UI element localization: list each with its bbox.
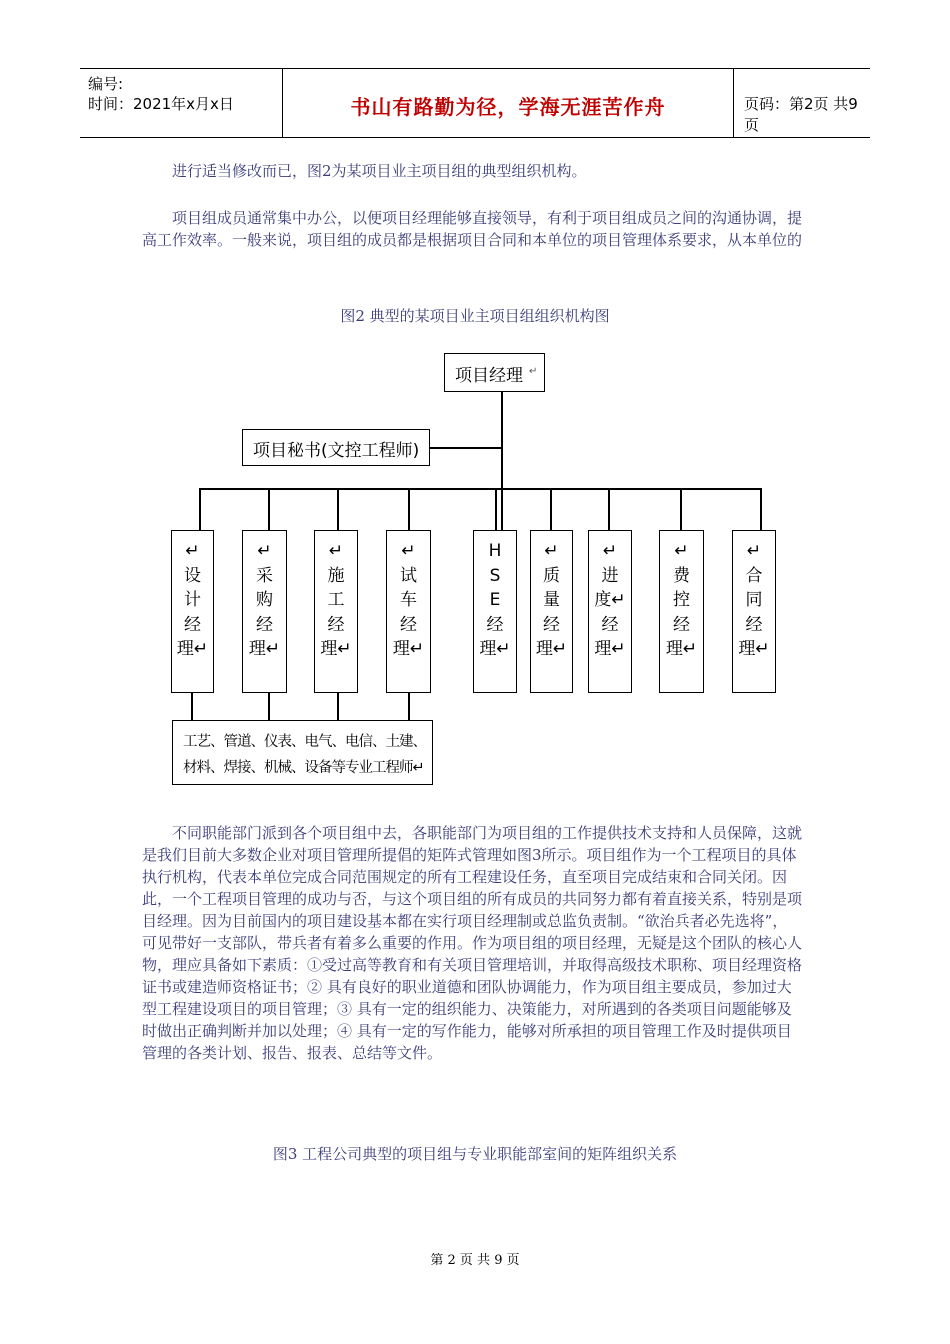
paragraph-1: 进行适当修改而已，图2为某项目业主项目组的典型组织机构。 — [172, 162, 587, 180]
org-node-char: 经 — [184, 614, 201, 635]
org-node-char: 试 — [400, 565, 417, 586]
org-node-specialist-engineers — [172, 720, 433, 785]
connector-line — [408, 488, 410, 531]
org-node-char: ↵ — [328, 541, 344, 561]
doc-number-label: 编号: — [88, 75, 124, 93]
connector-line — [408, 693, 410, 721]
figure-3-caption: 图3 工程公司典型的项目组与专业职能部室间的矩阵组织关系 — [272, 1145, 678, 1163]
org-node-char: 理↵ — [738, 639, 770, 659]
paragraph-3: 不同职能部门派到各个项目组中去，各职能部门为项目组的工作提供技术支持和人员保障，这就是我们目前大多数企业对项目管理所提倡的矩阵式管理如图3所示。项目组作为一个工程项目的具体执行机构，代表本单位完成合同范围规定的所有工程建设任务，直至项目完成结束和合同关闭。因此，一个工程项目管理的成功与否，与这个项目组的所有成员的共同努力都有着直接关系，特别是项目经理。因为目前国内的项目建设基本都在实行项目经理制或总监负责制。“欲治兵者必先选将”，可见带好一支部队，带兵者有着多么重要的作用。作为项目组的项目经理，无疑是这个团队的核心人物，理应具备如下素质：①受过高等教育和有关项目管理培训，并取得高级技术职称、项目经理资格证书或建造师资格证书；② 具有良好的职业道德和团队协调能力，作为项目组主要成员，参加过大型工程建设项目的项目管理；③ 具有一定的组织能力、决策能力，对所遇到的各类项目问题能够及时做出正确判断并加以处理；④ 具有一定的写作能力，能够对所承担的项目管理工作及时提供项目管理的各类计划、报告、报表、总结等文件。 — [142, 824, 803, 1062]
org-node-char: 进 — [601, 565, 619, 586]
org-node-schedule-manager — [588, 530, 632, 693]
org-node-char: 质 — [543, 565, 560, 586]
org-node-char: 经 — [745, 614, 763, 635]
connector-line — [337, 488, 339, 531]
org-node-char: H — [488, 541, 502, 561]
org-node-char: 经 — [543, 614, 560, 635]
header-left-cell — [80, 69, 283, 137]
page-header — [80, 68, 870, 138]
org-node-char: 购 — [256, 590, 273, 610]
engineers-line-2: 材料、焊接、机械、设备等专业工程师↵ — [183, 760, 424, 776]
org-node-procurement-manager — [242, 530, 287, 693]
org-node-char: 设 — [184, 565, 201, 586]
connector-line — [495, 488, 497, 531]
connector-line — [268, 693, 270, 721]
header-motto: 书山有路勤为径，学海无涯苦作舟 — [350, 95, 666, 119]
connector-line — [337, 693, 339, 721]
org-node-contract-manager — [732, 530, 776, 693]
org-node-char: ↵ — [257, 541, 272, 561]
org-node-char: ↵ — [544, 541, 559, 561]
connector-line — [550, 488, 552, 531]
connector-line — [760, 488, 762, 531]
connector-line — [430, 447, 502, 449]
header-page-label: 页码：第2页 共9页 — [744, 95, 858, 134]
org-node-char: S — [489, 565, 501, 586]
connector-line — [199, 488, 201, 531]
org-node-char: 经 — [400, 614, 417, 635]
org-node-project-manager — [444, 353, 545, 392]
org-node-char: E — [489, 590, 501, 610]
org-node-char: ↵ — [674, 541, 689, 561]
paragraph-2: 项目组成员通常集中办公，以便项目经理能够直接领导，有利于项目组成员之间的沟通协调，提高工作效率。一般来说，项目组的成员都是根据项目合同和本单位的项目管理体系要求，从本单位的 — [142, 209, 803, 249]
doc-time-label: 时间：2021年x月x日 — [88, 95, 234, 113]
return-mark: ↵ — [529, 366, 538, 377]
connector-line — [268, 488, 270, 531]
connector-line — [680, 488, 682, 531]
connector-line — [199, 488, 762, 490]
org-node-design-manager — [171, 530, 214, 693]
org-node-char: ↵ — [185, 541, 200, 561]
org-node-char: 理↵ — [479, 639, 511, 659]
org-node-char: 经 — [673, 614, 690, 635]
org-node-construction-manager — [314, 530, 358, 693]
org-node-char: 理↵ — [176, 639, 209, 659]
connector-line — [501, 392, 503, 530]
header-right-cell — [734, 69, 870, 137]
org-node-char: 理↵ — [248, 639, 281, 659]
org-node-label: 项目经理 — [455, 366, 523, 386]
org-node-quality-manager — [530, 530, 573, 693]
org-node-secretary — [242, 429, 430, 466]
org-node-char: 度↵ — [594, 590, 626, 610]
org-node-char: 量 — [543, 590, 560, 610]
org-node-char: 费 — [673, 565, 690, 586]
engineers-line-1: 工艺、管道、仪表、电气、电信、土建、 — [183, 734, 426, 750]
connector-line — [191, 693, 193, 721]
org-node-cost-control-manager — [659, 530, 704, 693]
org-node-char: 施 — [327, 565, 345, 586]
org-node-char: 车 — [400, 590, 417, 610]
org-node-char: 理↵ — [594, 639, 626, 659]
page-footer: 第 2 页 共 9 页 — [430, 1253, 520, 1268]
org-node-char: 经 — [327, 614, 345, 635]
org-node-hse-manager — [473, 530, 517, 693]
org-node-label: 项目秘书(文控工程师) — [253, 441, 420, 461]
org-node-char: 控 — [673, 590, 690, 610]
org-node-char: 合 — [745, 565, 763, 586]
figure-2-caption: 图2 典型的某项目业主项目组组织机构图 — [340, 307, 610, 325]
org-node-char: 理↵ — [320, 639, 352, 659]
org-node-char: 经 — [256, 614, 273, 635]
org-node-char: 理↵ — [392, 639, 425, 659]
org-node-char: 同 — [745, 590, 763, 610]
org-node-char: 经 — [486, 614, 504, 635]
org-node-char: ↵ — [401, 541, 416, 561]
connector-line — [608, 488, 610, 531]
header-center-cell — [283, 69, 734, 137]
org-node-char: ↵ — [602, 541, 618, 561]
org-node-char: 理↵ — [665, 639, 698, 659]
org-node-char: ↵ — [746, 541, 762, 561]
org-node-char: 计 — [184, 590, 201, 610]
org-node-char: 采 — [256, 565, 273, 586]
org-node-char: 经 — [601, 614, 619, 635]
org-node-commissioning-manager — [386, 530, 431, 693]
org-node-char: 理↵ — [535, 639, 568, 659]
org-node-char: 工 — [327, 590, 345, 610]
